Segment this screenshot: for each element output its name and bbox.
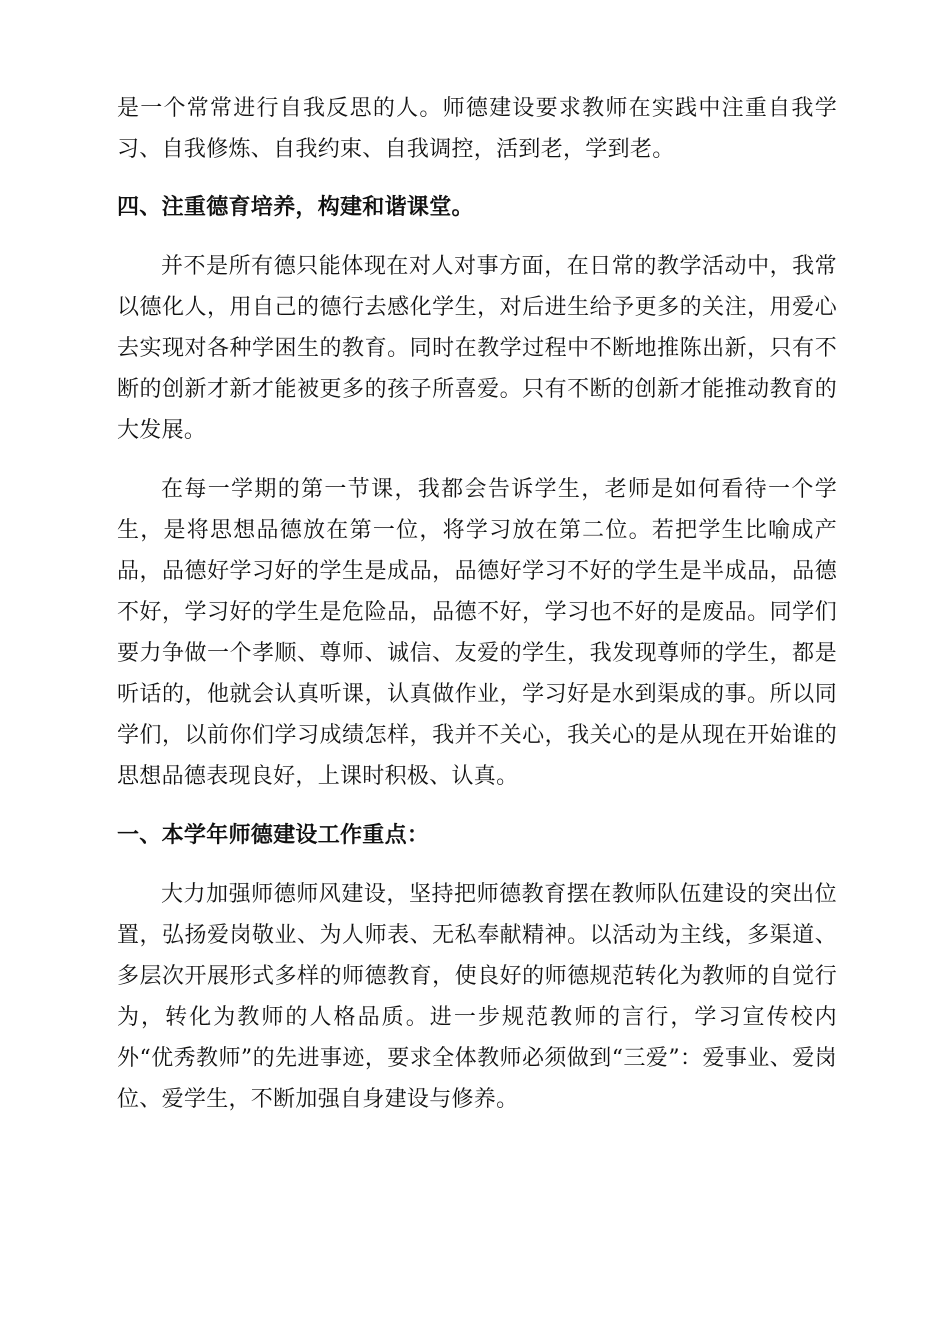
document-body: [117, 88, 837, 1120]
paragraph-work-focus: 大力加强师德师风建设，坚持把师德教育摆在教师队伍建设的突出位置，弘扬爱岗敬业、为人师表、无私奉献精神。以活动为主线，多渠道、多层次开展形式多样的师德教育，使良好的师德规范转化为教师的自觉行为，转化为教师的人格品质。进一步规范教师的言行，学习宣传校内外“优秀教师”的先进事迹，要求全体教师必须做到“三爱”：爱事业、爱岗位、爱学生，不断加强自身建设与修养。: [117, 882, 837, 1112]
paragraph-moral-education: 并不是所有德只能体现在对人对事方面，在日常的教学活动中，我常以德化人，用自己的德行去感化学生，对后进生给予更多的关注，用爱心去实现对各种学困生的教育。同时在教学过程中不断地推陈出新，只有不断的创新才新才能被更多的孩子所喜爱。只有不断的创新才能推动教育的大发展。: [117, 254, 837, 443]
section-heading-one: 一、本学年师德建设工作重点：: [117, 823, 430, 848]
paragraph-continuation: 是一个常常进行自我反思的人。师德建设要求教师在实践中注重自我学习、自我修炼、自我约束、自我调控，活到老，学到老。: [117, 96, 837, 162]
section-heading-four: 四、注重德育培养，构建和谐课堂。: [117, 195, 474, 220]
paragraph-first-class: 在每一学期的第一节课，我都会告诉学生，老师是如何看待一个学生，是将思想品德放在第一位，将学习放在第二位。若把学生比喻成产品，品德好学习好的学生是成品，品德好学习不好的学生是半成品，品德不好，学习好的学生是危险品，品德不好，学习也不好的是废品。同学们要力争做一个孝顺、尊师、诚信、友爱的学生，我发现尊师的学生，都是听话的，他就会认真听课，认真做作业，学习好是水到渠成的事。所以同学们，以前你们学习成绩怎样，我并不关心，我关心的是从现在开始谁的思想品德表现良好，上课时积极、认真。: [117, 477, 837, 789]
